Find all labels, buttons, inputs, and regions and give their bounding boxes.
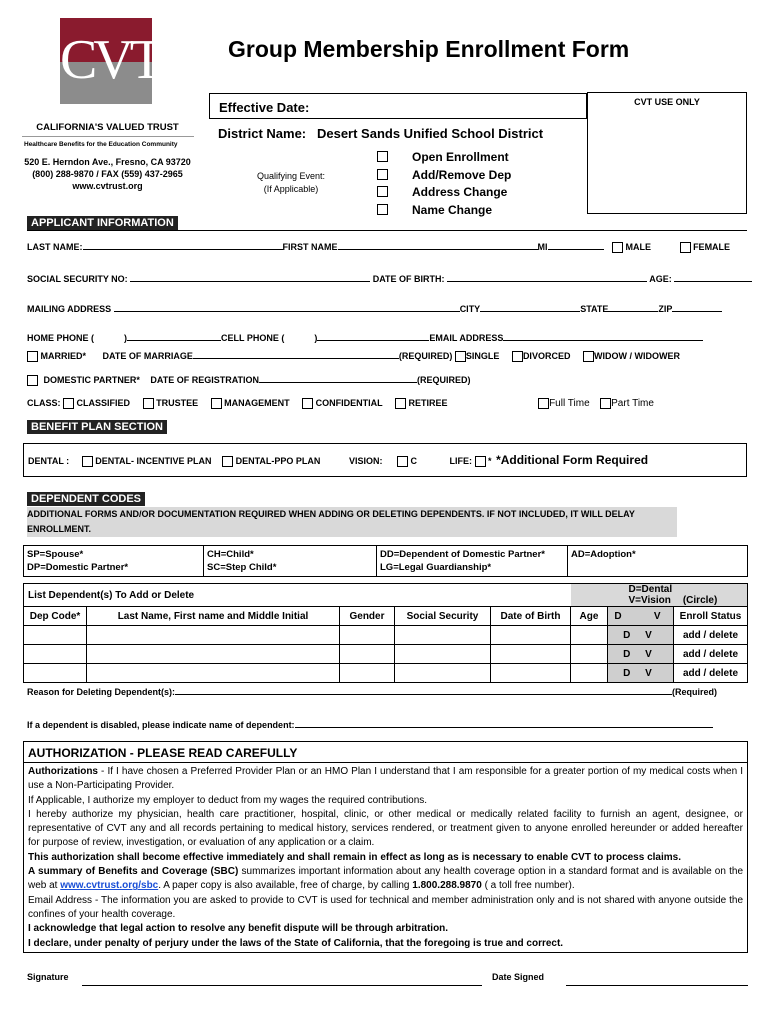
qualifying-event-label: Qualifying Event: xyxy=(256,171,326,181)
trustee-checkbox[interactable] xyxy=(143,398,154,409)
benefit-header: BENEFIT PLAN SECTION xyxy=(27,420,167,434)
ssn-field[interactable] xyxy=(130,281,370,282)
org-web: www.cvtrust.org xyxy=(72,181,143,191)
zip-field[interactable] xyxy=(672,311,722,312)
effective-date-box xyxy=(209,93,587,119)
org-phone: (800) 288-9870 / FAX (559) 437-2965 xyxy=(32,169,183,179)
married-checkbox[interactable] xyxy=(27,351,38,362)
cvt-use-only-box xyxy=(587,92,747,214)
last-name-field[interactable] xyxy=(83,249,283,250)
vision-c-checkbox[interactable] xyxy=(397,456,408,467)
org-address: 520 E. Herndon Ave., Fresno, CA 93720 xyxy=(24,157,191,167)
disabled-row: If a dependent is disabled, please indicate name of dependent: xyxy=(27,720,713,730)
age-field[interactable] xyxy=(674,281,752,282)
retiree-checkbox[interactable] xyxy=(395,398,406,409)
row-name: LAST NAME: FIRST NAME MI MALE FEMALE xyxy=(27,242,731,252)
page-title: Group Membership Enrollment Form xyxy=(228,36,630,62)
qe-address-change[interactable]: Address Change xyxy=(377,183,511,201)
single-checkbox[interactable] xyxy=(455,351,466,362)
cvt-use-only-label: CVT USE ONLY xyxy=(634,97,700,107)
male-checkbox[interactable] xyxy=(612,242,623,253)
qe-open-enrollment[interactable]: Open Enrollment xyxy=(377,148,511,166)
district-name: District Name: Desert Sands Unified School District xyxy=(218,126,544,141)
reason-row: Reason for Deleting Dependent(s): (Required) xyxy=(27,687,718,697)
qualifying-events xyxy=(377,148,511,218)
divorced-checkbox[interactable] xyxy=(512,351,523,362)
classified-checkbox[interactable] xyxy=(63,398,74,409)
dependents-table: List Dependent(s) To Add or Delete D=Dental V=Vision (Circle) Dep Code* Last Name, First name and Middle Initial Gender Social Security Date of Birth Age D V Enroll Status D V add / delete D V add / delete D V add / delete xyxy=(23,583,748,683)
org-name: CALIFORNIA'S VALUED TRUST xyxy=(36,122,179,133)
dependent-codes-table: SP=Spouse* DP=Domestic Partner* CH=Child* SC=Step Child* DD=Dependent of Domestic Partner* LG=Legal Guardianship* AD=Adoption* xyxy=(23,545,748,577)
signature-line[interactable] xyxy=(82,985,482,986)
effective-date-label: Effective Date: xyxy=(219,100,310,115)
org-tagline: Healthcare Benefits for the Education Community xyxy=(24,141,178,148)
confidential-checkbox[interactable] xyxy=(302,398,313,409)
cell-phone-field[interactable] xyxy=(317,340,429,341)
first-name-field[interactable] xyxy=(338,249,538,250)
table-row[interactable]: D V add / delete xyxy=(24,626,748,645)
management-checkbox[interactable] xyxy=(211,398,222,409)
dental-ppo-checkbox[interactable] xyxy=(222,456,233,467)
full-time-checkbox[interactable] xyxy=(538,398,549,409)
sbc-link[interactable]: www.cvtrust.org/sbc xyxy=(60,880,159,892)
row-address: MAILING ADDRESS CITY STATE ZIP xyxy=(27,304,722,314)
authorization-box: AUTHORIZATION - PLEASE READ CAREFULLY Authorizations - If I have chosen a Preferred Provider Plan or an HMO Plan I understand that I am responsible for a greater portion of my medical costs when I use a Non-Participating Provider. If Applicable, I authorize my employer to deduct from my wages the required contributions. I hereby authorize my physician, health care practitioner, hospital, clinic, or other medical or medically related facility to furnish an agent, designee, or representative of CVT any and all records pertaining to medical history, services rendered, or treatment given to anyone enrolled hereunder or added hereafter for purpose of review, investigation, or evaluation of any application or a claim. This authorization shall become effective immediately and shall remain in effect as long as is necessary to enable CVT to process claims. A summary of Benefits and Coverage (SBC) summarizes important information about any health coverage option in a standard format and is available on the web at www.cvtrust.org/sbc. A paper copy is also available, free of charge, by calling 1.800.288.9870 ( a toll free number). Email Address - The information you are asked to provide to CVT is used for technical and member administration only and is not shared with anyone outside the confines of your health coverage. I acknowledge that legal action to resolve any benefit dispute will be through arbitration. I declare, under penalty of perjury under the laws of the State of California, that the foregoing is true and correct. xyxy=(23,741,748,953)
logo-text: CVT xyxy=(60,29,160,91)
qe-add-remove-dep[interactable]: Add/Remove Dep xyxy=(377,166,511,184)
row-ssn: SOCIAL SECURITY NO: DATE OF BIRTH: AGE: xyxy=(27,274,752,284)
mi-field[interactable] xyxy=(548,249,604,250)
dental-incentive-checkbox[interactable] xyxy=(82,456,93,467)
row-class: CLASS: CLASSIFIED TRUSTEE MANAGEMENT CONFIDENTIAL RETIREE Full Time Part Time xyxy=(27,398,654,409)
state-field[interactable] xyxy=(608,311,658,312)
qe-name-change[interactable]: Name Change xyxy=(377,201,511,219)
widow-checkbox[interactable] xyxy=(583,351,594,362)
dependent-header: DEPENDENT CODES xyxy=(27,492,145,506)
date-of-marriage-field[interactable] xyxy=(193,358,399,359)
row-marital: MARRIED* DATE OF MARRIAGE (REQUIRED) SINGLE DIVORCED WIDOW / WIDOWER xyxy=(27,351,680,362)
female-checkbox[interactable] xyxy=(680,242,691,253)
date-of-registration-field[interactable] xyxy=(259,382,417,383)
part-time-checkbox[interactable] xyxy=(600,398,611,409)
reason-field[interactable] xyxy=(175,694,672,695)
date-signed-line[interactable] xyxy=(566,985,748,986)
table-row[interactable]: D V add / delete xyxy=(24,664,748,683)
row-benefit: DENTAL : DENTAL- INCENTIVE PLAN DENTAL-PPO PLAN VISION: C LIFE: * *Additional Form Required xyxy=(28,453,649,467)
dob-field[interactable] xyxy=(447,281,647,282)
date-signed-label: Date Signed xyxy=(492,972,545,982)
domestic-partner-checkbox[interactable] xyxy=(27,375,38,386)
dv-legend: D=Dental V=Vision (Circle) xyxy=(571,584,748,607)
row-domestic: DOMESTIC PARTNER* DATE OF REGISTRATION (REQUIRED) xyxy=(27,375,471,386)
table-row[interactable]: D V add / delete xyxy=(24,645,748,664)
life-checkbox[interactable] xyxy=(475,456,486,467)
email-field[interactable] xyxy=(503,340,703,341)
row-phone: HOME PHONE ( ) CELL PHONE ( ) EMAIL ADDRESS xyxy=(27,333,703,343)
mailing-field[interactable] xyxy=(114,311,460,312)
applicant-header: APPLICANT INFORMATION xyxy=(27,216,178,230)
list-title: List Dependent(s) To Add or Delete xyxy=(24,584,571,607)
cvt-logo xyxy=(60,18,160,104)
qualifying-event-sub: (If Applicable) xyxy=(263,184,319,194)
city-field[interactable] xyxy=(480,311,580,312)
signature-label: Signature xyxy=(27,972,69,982)
dependent-note: ADDITIONAL FORMS AND/OR DOCUMENTATION REQUIRED WHEN ADDING OR DELETING DEPENDENTS. IF NOT INCLUDED, IT WILL DELAY ENROLLMENT. xyxy=(27,507,677,537)
authorization-header: AUTHORIZATION - PLEASE READ CAREFULLY xyxy=(24,742,747,763)
home-phone-field[interactable] xyxy=(127,340,221,341)
disabled-field[interactable] xyxy=(295,727,713,728)
